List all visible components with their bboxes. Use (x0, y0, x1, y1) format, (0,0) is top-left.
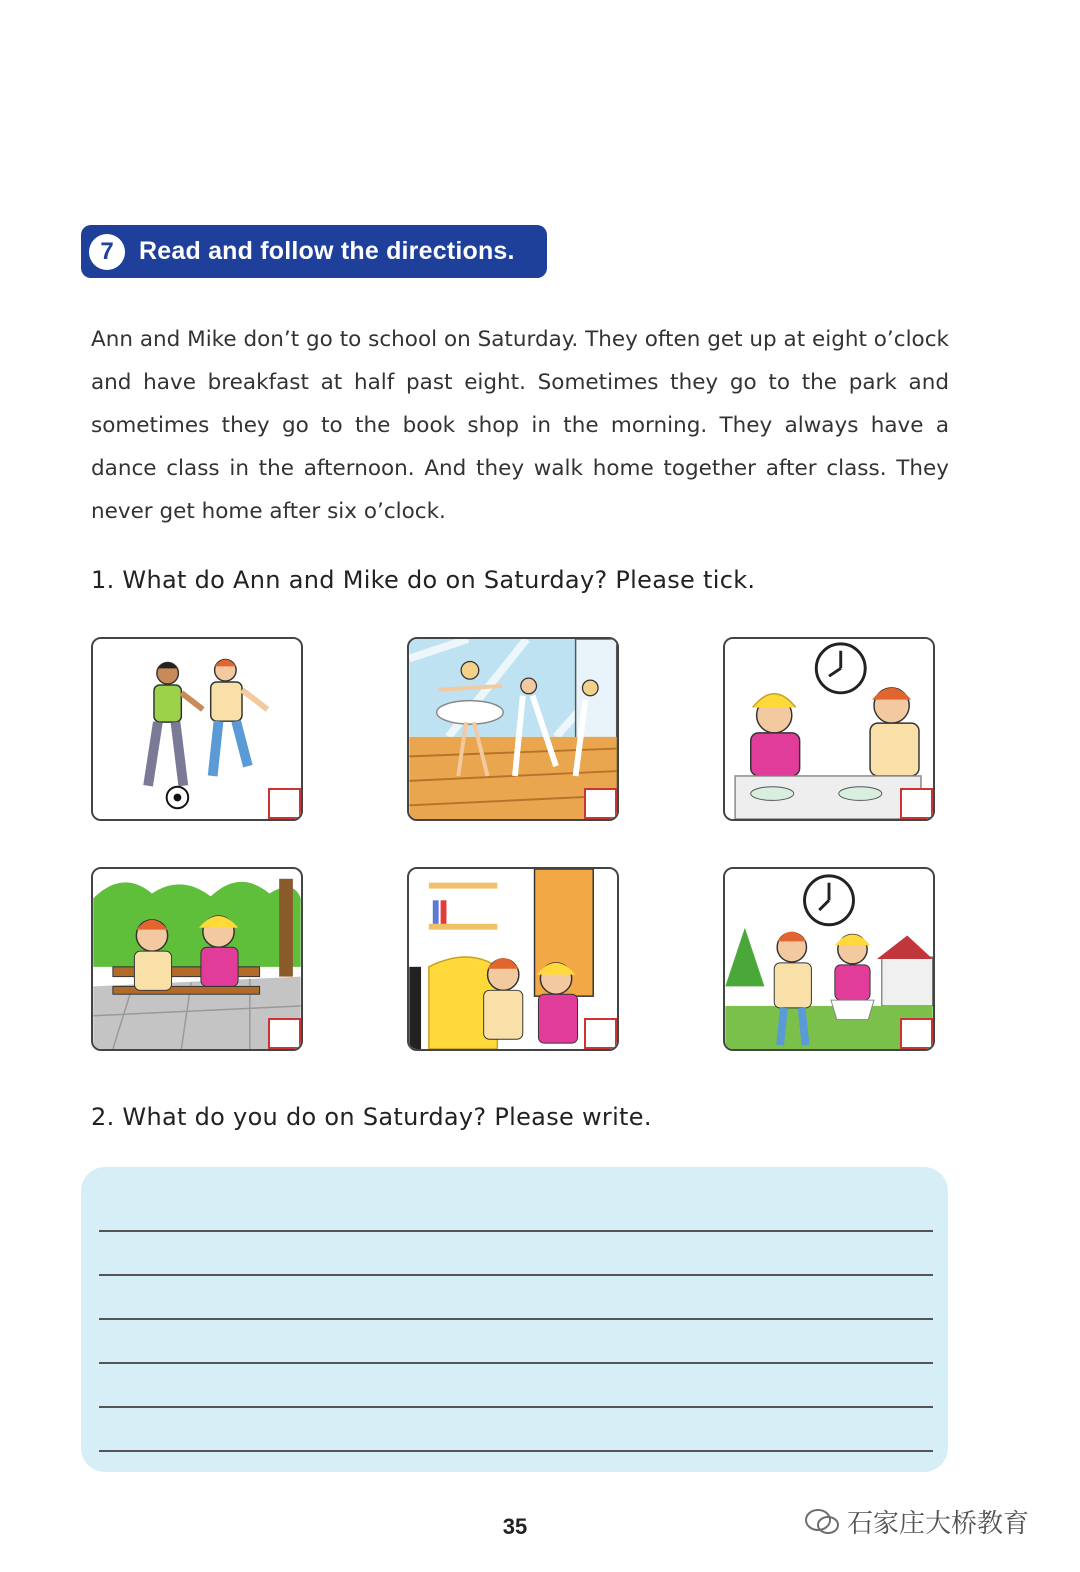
section-number: 7 (89, 234, 125, 270)
writing-line[interactable] (99, 1318, 933, 1320)
section-title: Read and follow the directions. (139, 237, 515, 265)
tick-box[interactable] (900, 1018, 933, 1049)
reading-passage: Ann and Mike don’t go to school on Saturday. They often get up at eight o’clock and have breakfast at half past eight. Sometimes they go to the park and sometimes they go to the book shop in the morning. They always have a dance class in the afternoon. And they walk home together after class. They never get home after six o’clock. (91, 327, 949, 524)
question-1: 1. What do Ann and Mike do on Saturday? Please tick. (91, 566, 756, 594)
picture-home-reading (407, 867, 619, 1051)
picture-walking-home (723, 867, 935, 1051)
writing-line[interactable] (99, 1230, 933, 1232)
watermark (805, 1503, 1029, 1540)
section-header (81, 225, 547, 278)
wechat-icon (805, 1508, 839, 1536)
writing-line[interactable] (99, 1274, 933, 1276)
tick-box[interactable] (268, 788, 301, 819)
writing-area[interactable] (81, 1167, 948, 1472)
writing-line[interactable] (99, 1450, 933, 1452)
tick-box[interactable] (584, 1018, 617, 1049)
question-2: 2. What do you do on Saturday? Please write. (91, 1103, 652, 1131)
tick-box[interactable] (900, 788, 933, 819)
picture-ballet (407, 637, 619, 821)
picture-soccer (91, 637, 303, 821)
picture-park (91, 867, 303, 1051)
tick-box[interactable] (584, 788, 617, 819)
picture-breakfast (723, 637, 935, 821)
writing-line[interactable] (99, 1362, 933, 1364)
watermark-text: 石家庄大桥教育 (847, 1508, 1030, 1538)
writing-line[interactable] (99, 1406, 933, 1408)
tick-box[interactable] (268, 1018, 301, 1049)
page-number: 35 (502, 1514, 528, 1539)
